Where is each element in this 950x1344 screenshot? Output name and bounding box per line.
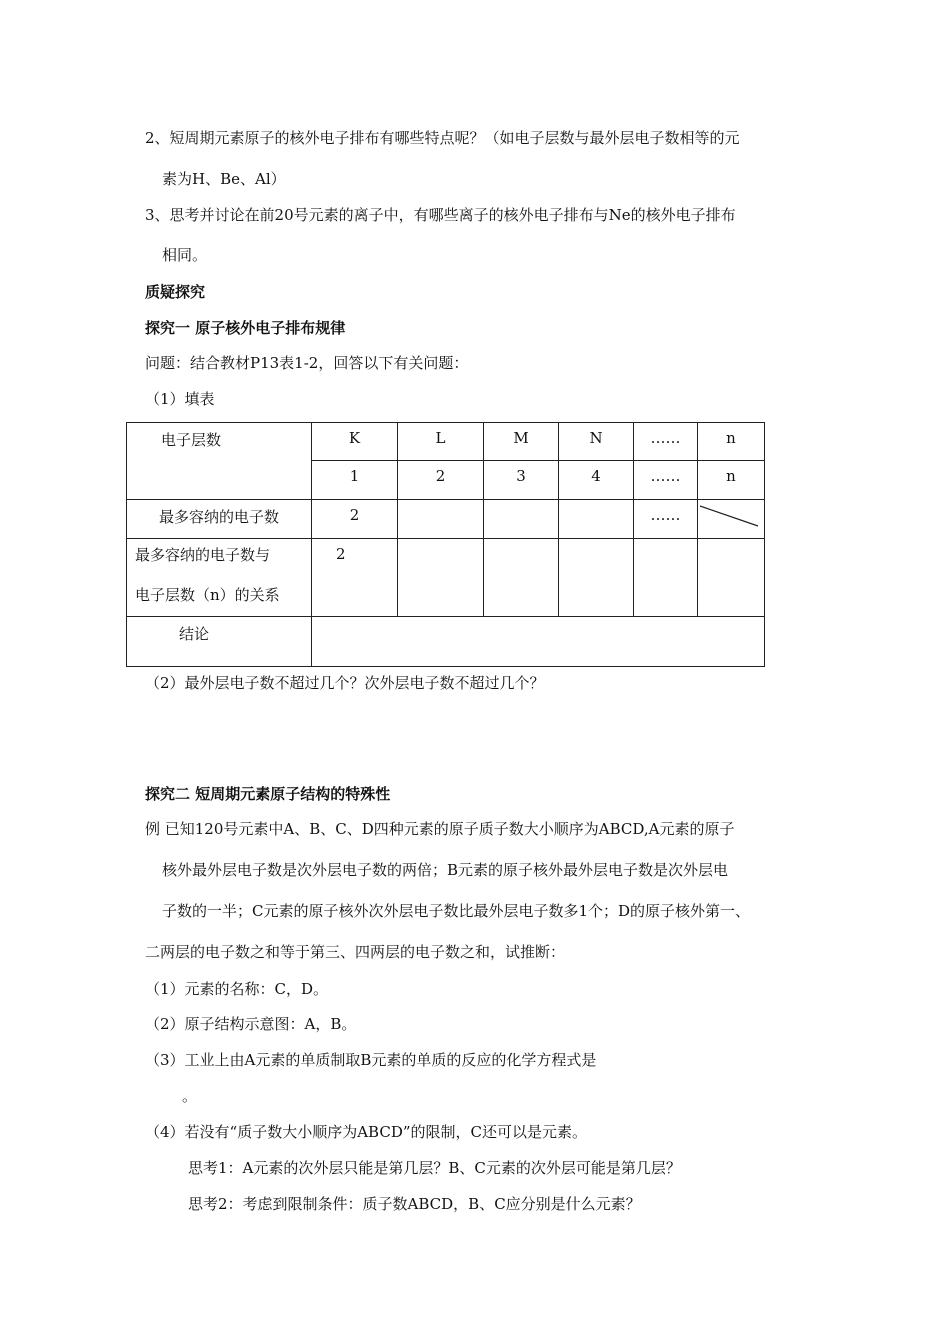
example-line-1: 例 已知120号元素中A、B、C、D四种元素的原子质子数大小顺序为ABCD,A元素的原子 — [145, 820, 735, 838]
think-2: 思考2：考虑到限制条件：质子数ABCD，B、C应分别是什么元素？ — [188, 1195, 641, 1213]
example-line-3: 子数的一半；C元素的原子核外次外层电子数比最外层电子数多1个；D的原子核外第一、 — [162, 902, 751, 920]
row-label-shell-count: 电子层数 — [127, 423, 312, 500]
relation-n-general[interactable] — [698, 539, 765, 617]
question-3-line-2: 相同。 — [162, 246, 208, 264]
explore2-title: 探究二 短周期元素原子结构的特殊性 — [145, 785, 391, 803]
shell-letter-n-general: n — [698, 423, 765, 461]
part-3: （3）工业上由A元素的单质制取B元素的单质的反应的化学方程式是 — [145, 1051, 597, 1069]
max-electrons-k: 2 — [312, 500, 398, 539]
relation-label-line-2: 电子层数（n）的关系 — [135, 586, 280, 604]
electron-shell-table — [126, 422, 765, 667]
relation-n[interactable] — [559, 539, 634, 617]
explore1-sub2: （2）最外层电子数不超过几个？次外层电子数不超过几个？ — [145, 674, 545, 692]
shell-letter-m: M — [484, 423, 559, 461]
max-electrons-ellipsis: …… — [634, 500, 698, 539]
question-2-line-1: 2、短周期元素原子的核外电子排布有哪些特点呢？（如电子层数与最外层电子数相等的元 — [145, 129, 740, 147]
shell-letter-k: K — [312, 423, 398, 461]
row-label-max-electrons: 最多容纳的电子数 — [127, 500, 312, 539]
relation-l[interactable] — [398, 539, 484, 617]
max-electrons-l[interactable] — [398, 500, 484, 539]
max-electrons-m[interactable] — [484, 500, 559, 539]
max-electrons-n[interactable] — [559, 500, 634, 539]
question-2-line-2: 素为H、Be、Al） — [162, 170, 286, 188]
diagonal-slash-icon — [698, 500, 764, 538]
part-4: （4）若没有“质子数大小顺序为ABCD”的限制，C还可以是元素。 — [145, 1123, 587, 1141]
relation-label-line-1: 最多容纳的电子数与 — [135, 546, 271, 564]
shell-letter-n: N — [559, 423, 634, 461]
shell-number-n: n — [698, 461, 765, 500]
part-1: （1）元素的名称：C，D。 — [145, 980, 329, 998]
shell-number-3: 3 — [484, 461, 559, 500]
part-3-end: 。 — [182, 1087, 198, 1105]
relation-k: 2 — [312, 539, 398, 617]
shell-number-ellipsis: …… — [634, 461, 698, 500]
shell-letter-l: L — [398, 423, 484, 461]
conclusion-cell[interactable] — [312, 617, 765, 667]
shell-letter-ellipsis: …… — [634, 423, 698, 461]
explore1-sub1: （1）填表 — [145, 390, 215, 408]
section-title: 质疑探究 — [145, 283, 206, 301]
diagonal-slash-cell — [698, 500, 765, 539]
question-3-line-1: 3、思考并讨论在前20号元素的离子中，有哪些离子的核外电子排布与Ne的核外电子排布 — [145, 206, 736, 224]
shell-number-1: 1 — [312, 461, 398, 500]
example-line-4: 二两层的电子数之和等于第三、四两层的电子数之和，试推断： — [145, 943, 566, 961]
explore1-title: 探究一 原子核外电子排布规律 — [145, 319, 346, 337]
think-1: 思考1：A元素的次外层只能是第几层？B、C元素的次外层可能是第几层？ — [188, 1159, 681, 1177]
row-label-conclusion: 结论 — [127, 617, 312, 667]
explore1-question: 问题：结合教材P13表1-2，回答以下有关问题： — [145, 354, 469, 372]
relation-m[interactable] — [484, 539, 559, 617]
row-label-relation — [127, 539, 312, 617]
shell-number-4: 4 — [559, 461, 634, 500]
example-line-2: 核外最外层电子数是次外层电子数的两倍；B元素的原子核外最外层电子数是次外层电 — [162, 861, 729, 879]
part-2: （2）原子结构示意图：A，B。 — [145, 1015, 357, 1033]
shell-number-2: 2 — [398, 461, 484, 500]
relation-ellipsis[interactable] — [634, 539, 698, 617]
